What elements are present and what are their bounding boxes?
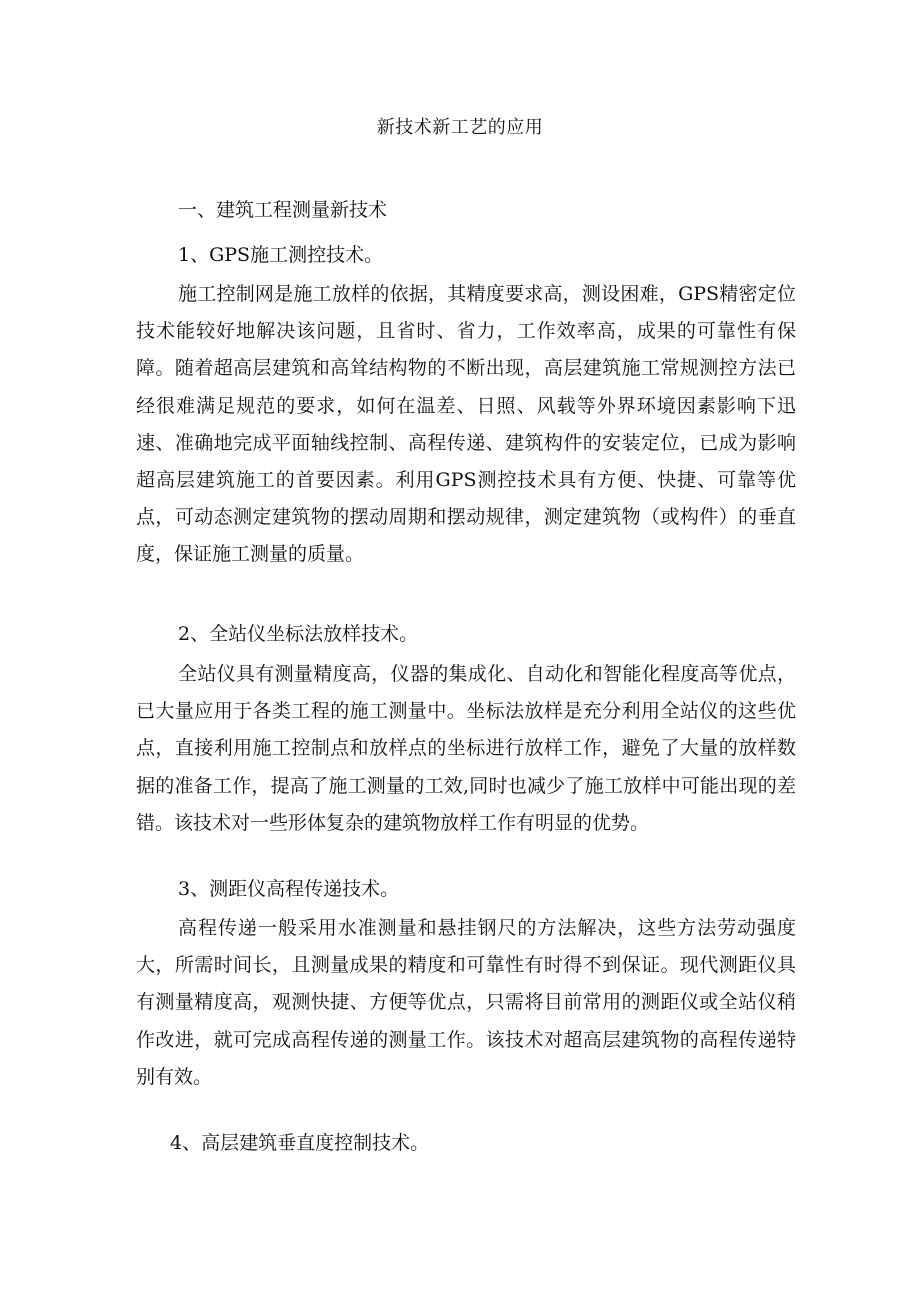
section-heading: 一、建筑工程测量新技术 <box>178 199 388 221</box>
item-1-paragraph: 施工控制网是施工放样的依据，其精度要求高，测设困难，GPS精密定位技术能较好地解决该问题，且省时、省力，工作效率高，成果的可靠性有保障。随着超高层建筑和高耸结构物的不断出现，高层建筑施工常规测控方法已经很难满足规范的要求，如何在温差、日照、风载等外界环境因素影响下迅速、准确地完成平面轴线控制、高程传递、建筑构件的安装定位，已成为影响超高层建筑施工的首要因素。利用GPS测控技术具有方便、快捷、可靠等优点，可动态测定建筑物的摆动周期和摆动规律，测定建筑物（或构件）的垂直度，保证施工测量的质量。 <box>136 283 796 566</box>
item-2-paragraph: 全站仪具有测量精度高，仪器的集成化、自动化和智能化程度高等优点，已大量应用于各类工程的施工测量中。坐标法放样是充分利用全站仪的这些优点，直接利用施工控制点和放样点的坐标进行放样工作，避免了大量的放样数据的准备工作，提高了施工测量的工效,同时也减少了施工放样中可能出现的差错。该技术对一些形体复杂的建筑物放样工作有明显的优势。 <box>136 663 796 834</box>
item-1-heading: 1、GPS施工测控技术。 <box>178 244 384 266</box>
item-3-heading: 3、测距仪高程传递技术。 <box>178 878 400 900</box>
item-3-paragraph: 高程传递一般采用水准测量和悬挂钢尺的方法解决，这些方法劳动强度大，所需时间长，且测量成果的精度和可靠性有时得不到保证。现代测距仪具有测量精度高，观测快捷、方便等优点，只需将目前常用的测距仪或全站仪稍作改进，就可完成高程传递的测量工作。该技术对超高层建筑物的高程传递特别有效。 <box>136 917 796 1088</box>
item-4-heading: 4、高层建筑垂直度控制技术。 <box>170 1132 430 1154</box>
item-2-heading: 2、全站仪坐标法放样技术。 <box>178 623 419 645</box>
document-title: 新技术新工艺的应用 <box>376 117 544 138</box>
